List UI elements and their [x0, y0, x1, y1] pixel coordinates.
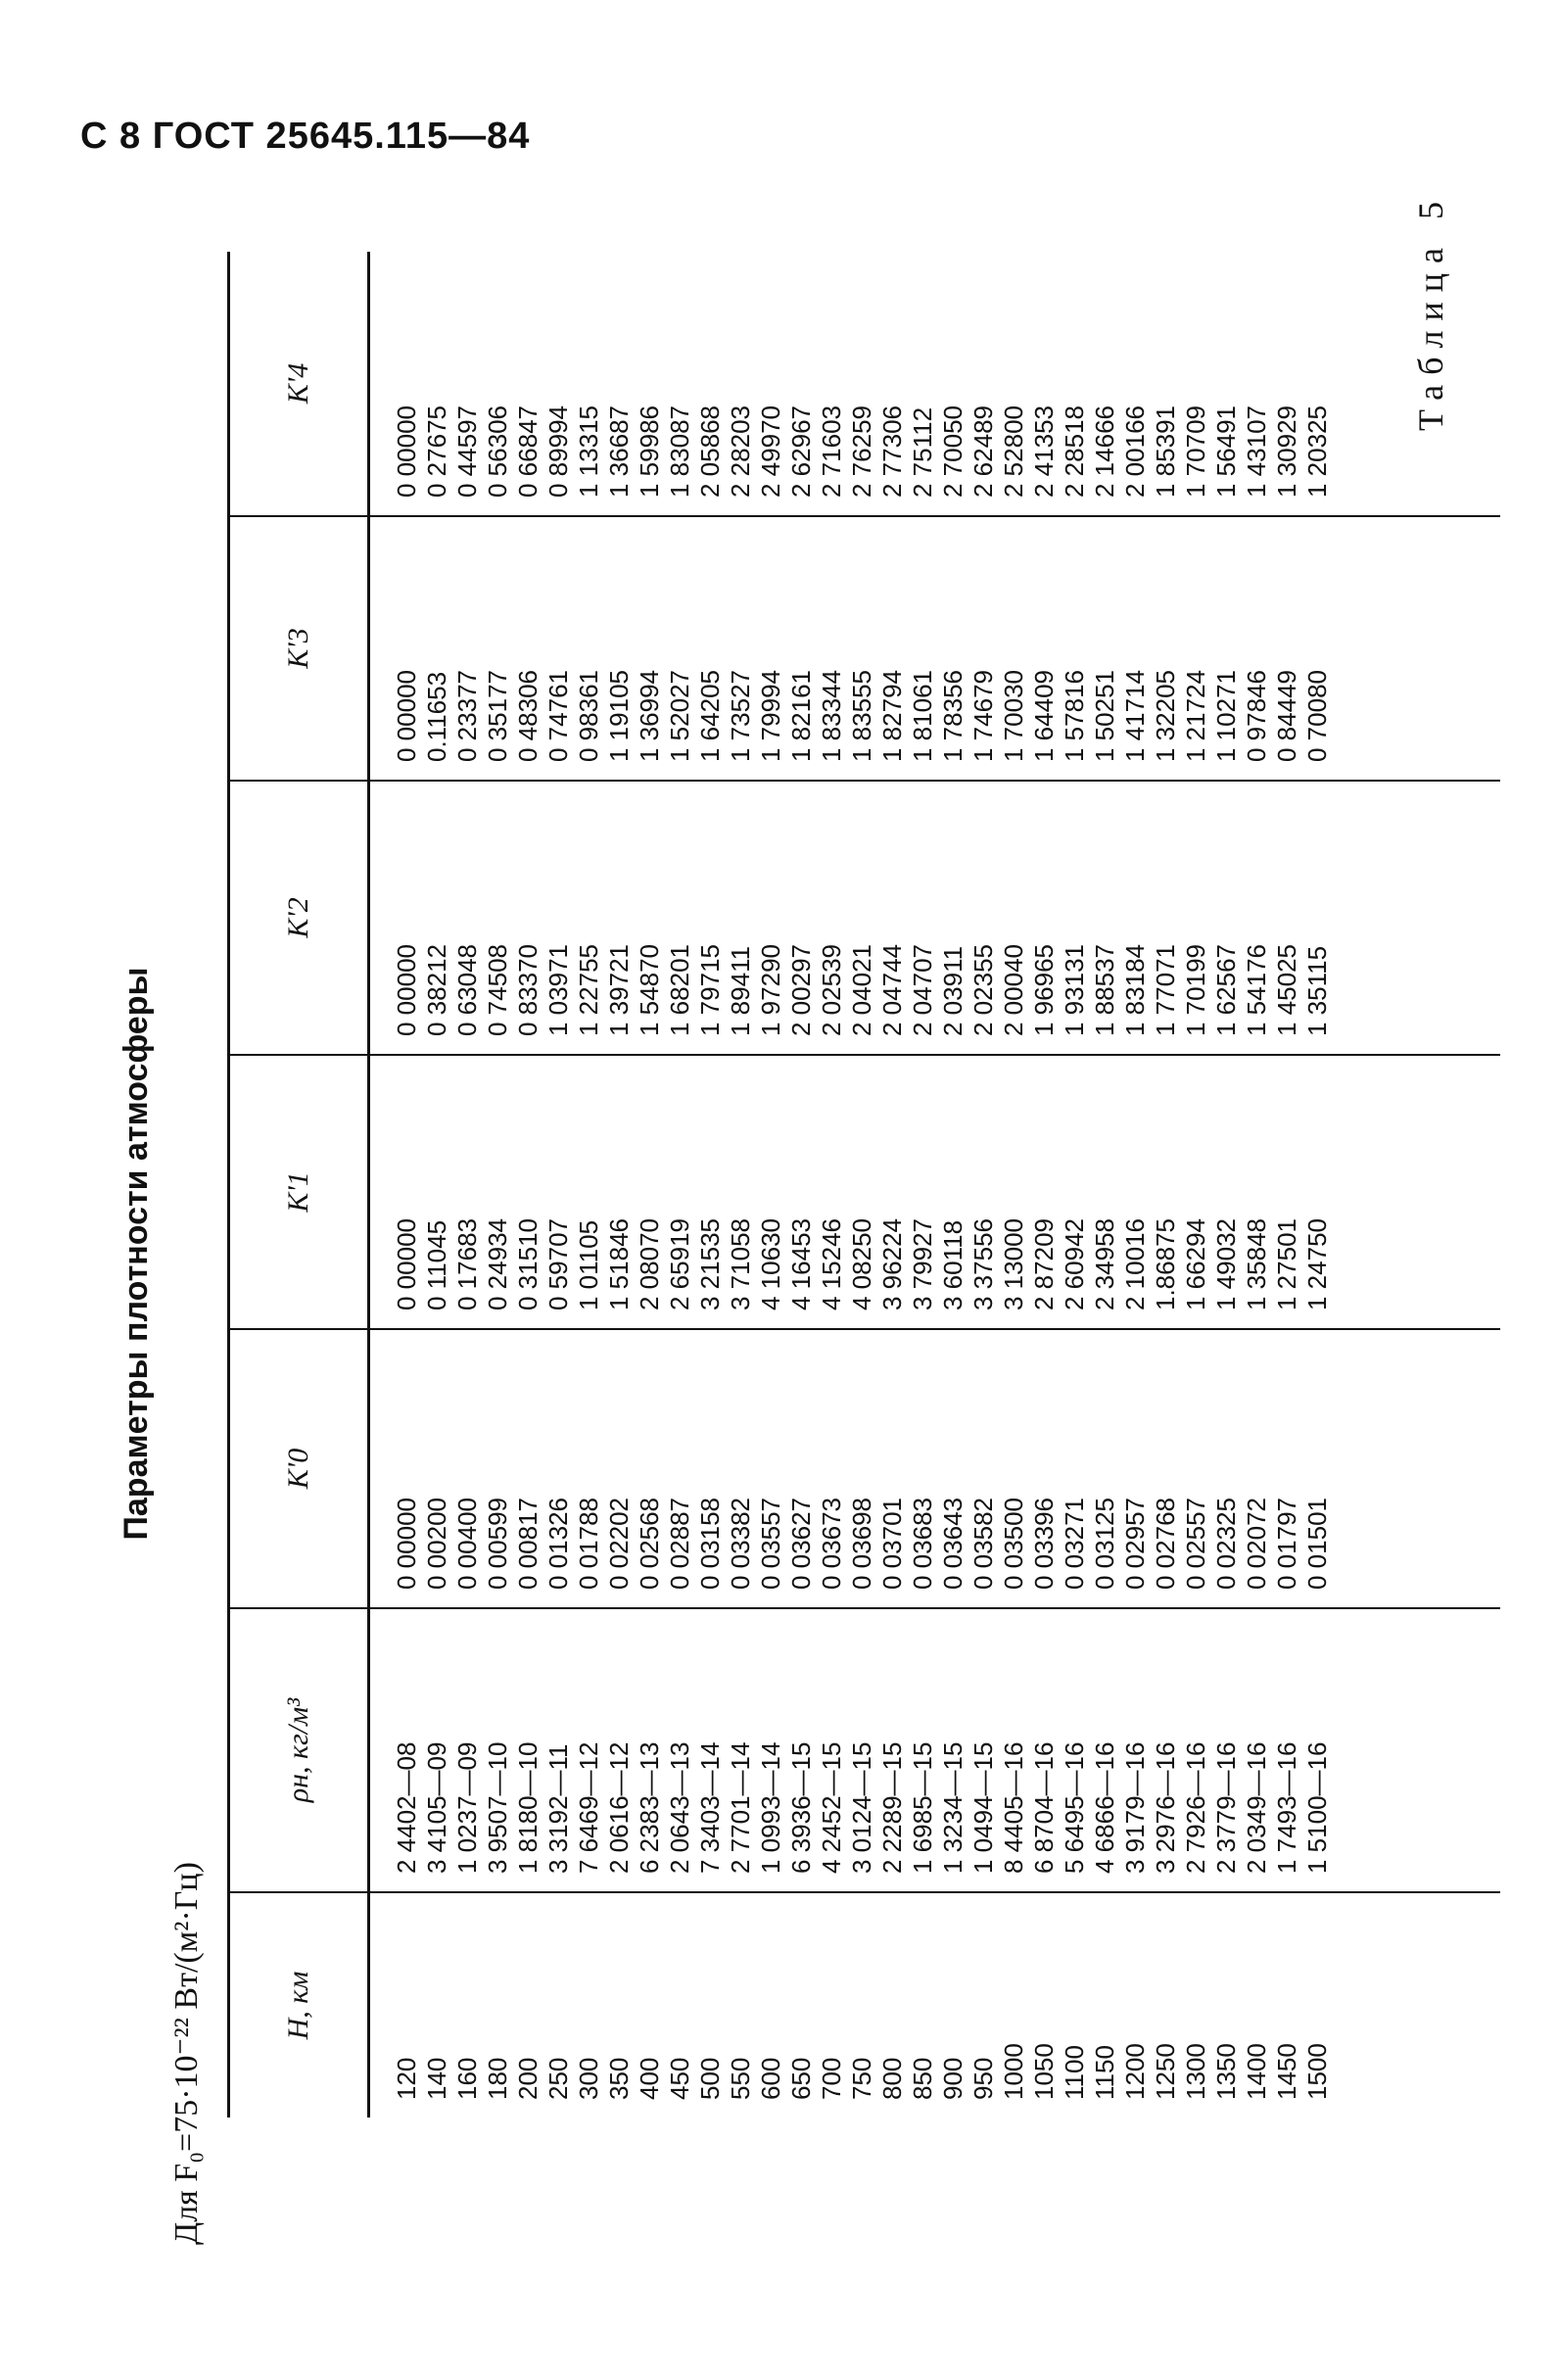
k3-values: 0 00000 0.11653 0 23377 0 35177 0 48306 0 74761 0 98361 1 19105 1 36994 1 52027 1 64205 1 73527 1 79994 1 82161 1 83344 1 83555 1 82794 1 81061 1 78356 1 74679 1 70030 1 64409 1 57816 1 50251 1 41714 1 32205 1 21724 1 10271 0 97846 0 84449 0 70080 — [369, 516, 1500, 781]
column-header-k1: K'1 — [229, 1055, 369, 1329]
altitude-values: 120 140 160 180 200 250 300 350 400 450 500 550 600 650 700 750 800 850 900 950 1000 1050 1100 1150 1200 1250 1300 1350 1400 1450 1500 — [392, 2043, 1332, 2100]
column-header-density: ρн, кг/м³ — [229, 1608, 369, 1892]
density-values: 2 4402—08 3 4105—09 1 0237—09 3 9507—10 1 8180—10 3 3192—11 7 6469—12 2 0616—12 6 2383—13 2 0643—13 7 3403—14 2 7701—14 1 0993—14 6 3936—15 4 2452—15 3 0124—15 2 2289—15 1 6985—15 1 3234—15 1 0494—15 8 4405—16 6 8704—16 5 6495—16 4 6866—16 3 9179—16 3 2976—16 2 7926—16 2 3779—16 2 0349—16 1 7493—16 1 5100—16 — [369, 1608, 1500, 1892]
k1-values: 0 00000 0 11045 0 17683 0 24934 0 31510 0 59707 1 01105 1 51846 2 08070 2 65919 3 21535 3 71058 4 10630 4 16453 4 15246 4 08250 3 96224 3 79927 3 60118 3 37556 3 13000 2 87209 2 60942 2 34958 2 10016 1.86875 1 66294 1 49032 1 35848 1 27501 1 24750 — [369, 1055, 1500, 1329]
page-header: С 8 ГОСТ 25645.115—84 — [80, 116, 531, 157]
column-header-k4: K'4 — [229, 252, 369, 516]
column-header-altitude: H, км — [229, 1892, 369, 2118]
k4-values: 0 00000 0 27675 0 44597 0 56306 0 66847 0 89994 1 13315 1 36687 1 59986 1 83087 2 05868 2 28203 2 49970 2 62967 2 71603 2 76259 2 77306 2 75112 2 70050 2 62489 2 52800 2 41353 2 28518 2 14666 2 00166 1 85391 1 70709 1 56491 1 43107 1 30929 1 20325 — [369, 252, 1500, 516]
table-body-row — [369, 252, 1500, 2118]
density-parameters-table — [227, 252, 1500, 2118]
table-number-label: Таблица 5 — [1411, 192, 1450, 431]
column-header-k3: K'3 — [229, 516, 369, 781]
column-header-k0: K'0 — [229, 1329, 369, 1608]
flux-condition: Для F₀=75·10⁻²² Вт/(м²·Гц) — [168, 1862, 205, 2245]
k0-values: 0 00000 0 00200 0 00400 0 00599 0 00817 0 01326 0 01788 0 02202 0 02568 0 02887 0 03158 0 03382 0 03557 0 03627 0 03673 0 03698 0 03701 0 03683 0 03643 0 03582 0 03500 0 03396 0 03271 0 03125 0 02957 0 02768 0 02557 0 02325 0 02072 0 01797 0 01501 — [369, 1329, 1500, 1608]
k2-values: 0 00000 0 38212 0 63048 0 74508 0 83370 1 03971 1 22755 1 39721 1 54870 1 68201 1 79715 1 89411 1 97290 2 00297 2 02539 2 04021 2 04744 2 04707 2 03911 2 02355 2 00040 1 96965 1 93131 1 88537 1 83184 1 77071 1 70199 1 62567 1 54176 1 45025 1 35115 — [369, 781, 1500, 1055]
table-title: Параметры плотности атмосферы — [118, 967, 155, 1541]
table-header-row — [229, 252, 369, 2118]
column-header-k2: K'2 — [229, 781, 369, 1055]
